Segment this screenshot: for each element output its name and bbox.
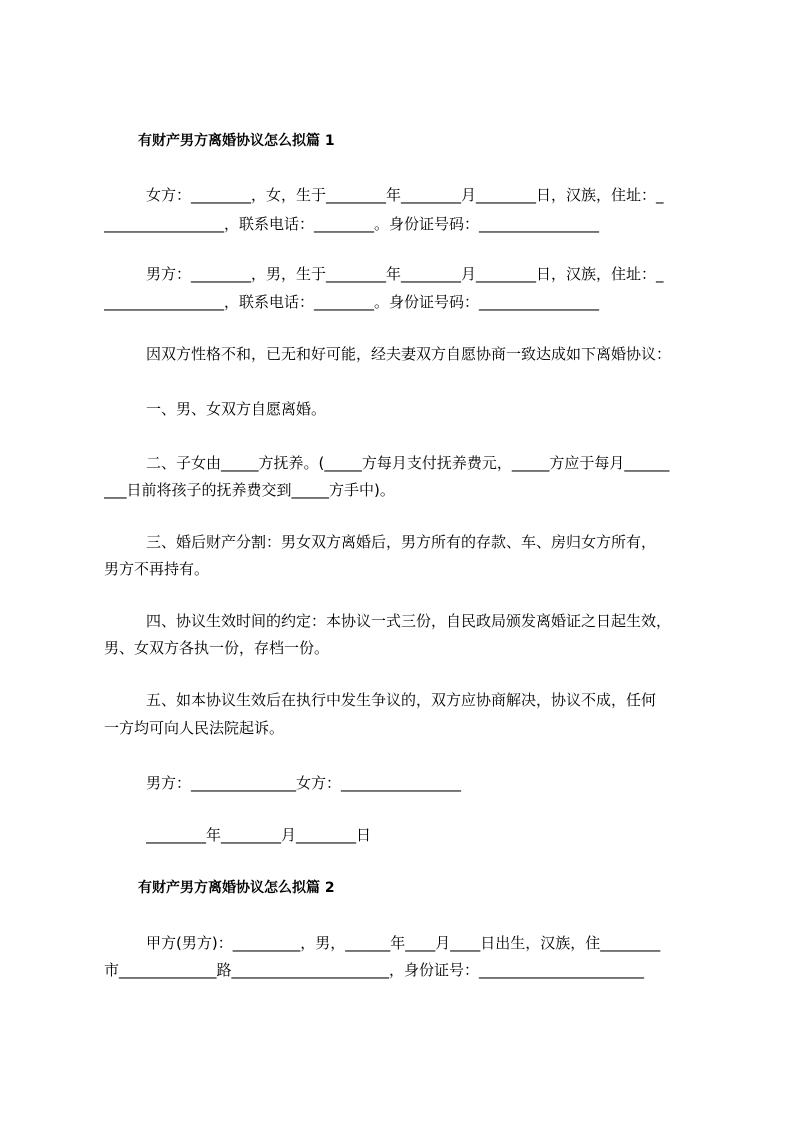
husband-info-line-2: ________________，联系电话：________。身份证号码：________________ bbox=[104, 293, 600, 311]
agreement-intro: 因双方性格不和，已无和好可能，经夫妻双方自愿协商一致达成如下离婚协议： bbox=[146, 345, 672, 363]
wife-info-line-1: 女方：________，女，生于________年________月________日，汉族，住址：_ bbox=[146, 186, 664, 204]
clause-1: 一、男、女双方自愿离婚。 bbox=[146, 400, 327, 418]
clause-5-line-2: 一方均可向人民法院起诉。 bbox=[104, 719, 285, 737]
clause-4-line-1: 四、协议生效时间的约定：本协议一式三份，自民政局颁发离婚证之日起生效， bbox=[146, 612, 672, 630]
party-a-line-1: 甲方(男方)：_________，男，______年____月____日出生，汉族，住________ bbox=[146, 934, 661, 952]
party-a-line-2: 市_____________路_____________________，身份证号：______________________ bbox=[104, 961, 645, 979]
clause-3-line-2: 男方不再持有。 bbox=[104, 560, 210, 578]
clause-5-line-1: 五、如本协议生效后在执行中发生争议的，双方应协商解决，协议不成，任何 bbox=[146, 691, 657, 709]
section-2-title: 有财产男方离婚协议怎么拟篇 2 bbox=[138, 880, 335, 896]
clause-2-line-1: 二、子女由_____方抚养。(_____方每月支付抚养费元，_____方应于每月______ bbox=[146, 454, 670, 472]
clause-3-line-1: 三、婚后财产分割：男女双方离婚后，男方所有的存款、车、房归女方所有， bbox=[146, 533, 657, 551]
clause-2-line-2: ___日前将孩子的抚养费交到_____方手中)。 bbox=[104, 481, 395, 499]
signature-line: 男方：______________女方：________________ bbox=[146, 774, 462, 792]
section-1-title: 有财产男方离婚协议怎么拟篇 1 bbox=[138, 133, 335, 149]
wife-info-line-2: ________________，联系电话：________。身份证号码：________________ bbox=[104, 215, 600, 233]
husband-info-line-1: 男方：________，男，生于________年________月________日，汉族，住址：_ bbox=[146, 265, 664, 283]
date-line: ________年________月________日 bbox=[146, 826, 372, 844]
clause-4-line-2: 男、女双方各执一份，存档一份。 bbox=[104, 639, 330, 657]
